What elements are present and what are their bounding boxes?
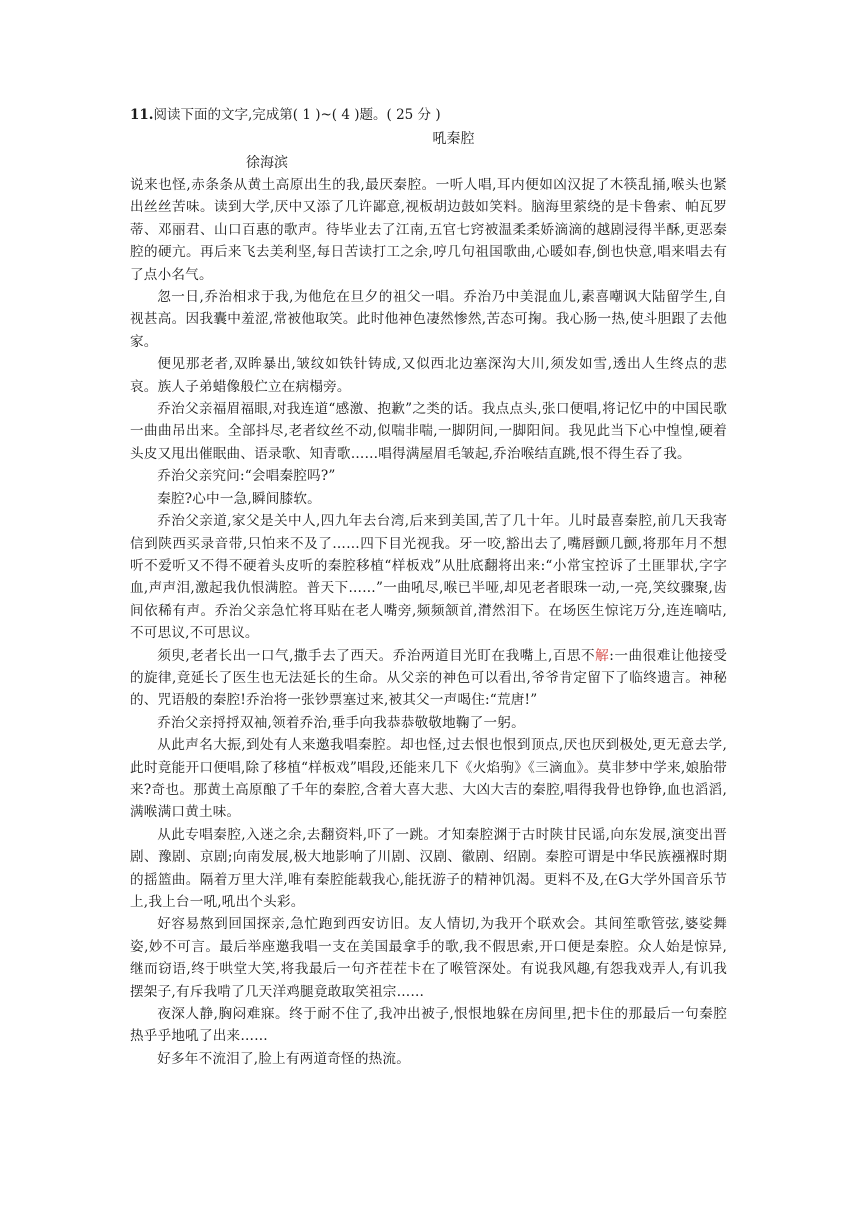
article-title: 吼秦腔	[432, 131, 475, 147]
article-paragraph: 便见那老者,双眸暴出,皱纹如铁针铸成,又似西北边塞深沟大川,须发如雪,透出人生终点的悲哀。族人子弟蜡像般伫立在病榻旁。	[130, 356, 727, 395]
article-paragraph: 乔治父亲究问:“会唱秦腔吗?”	[157, 468, 336, 485]
article-paragraph: 乔治父亲道,家父是关中人,四九年去台湾,后来到美国,苦了几十年。儿时最喜秦腔,前几天我寄信到陕西买录音带,只怕来不及了……四下目光视我。牙一咬,豁出去了,嘴唇颤几颤,将那年月不想听不爱听又不得不硬着头皮听的秦腔移植“样板戏”从肚底翻将出来:“小常宝控诉了土匪罪状,字字血,声声泪,激起我仇恨满腔。普天下……”一曲吼尽,喉已半哑,却见老者眼珠一动,一亮,笑纹骤聚,齿间依稀有声。乔治父亲急忙将耳贴在老人嘴旁,频频颔首,潸然泪下。在场医生惊诧万分,连连嘀咕,不可思议,不可思议。	[130, 513, 727, 642]
article-paragraph: 夜深人静,胸闷难寐。终于耐不住了,我冲出被子,恨恨地躲在房间里,把卡住的那最后一句秦腔热乎乎地吼了出来……	[130, 1006, 727, 1045]
article-paragraph: 忽一日,乔治相求于我,为他危在旦夕的祖父一唱。乔治乃中美混血儿,素喜嘲讽大陆留学生,自视甚高。因我囊中羞涩,常被他取笑。此时他神色凄然惨然,苦态可掬。我心肠一热,使斗胆跟了去他家。	[130, 289, 727, 350]
question-instruction: 阅读下面的文字,完成第( 1 )~( 4 )题。( 25 分 )	[153, 107, 441, 123]
document-page	[130, 104, 727, 1070]
highlighted-character: 解	[595, 647, 610, 664]
article-paragraph: 从此声名大振,到处有人来邀我唱秦腔。却也怪,过去恨也恨到顶点,厌也厌到极处,更无意去学,此时竟能开口便唱,除了移植“样板戏”唱段,还能来几下《火焰驹》《三滴血》。莫非梦中学来,娘胎带来?奇也。那黄土高原酿了千年的秦腔,含着大喜大悲、大凶大吉的秦腔,唱得我骨也铮铮,血也滔滔,满喉满口黄土味。	[130, 737, 727, 821]
question-line	[130, 104, 727, 126]
article-paragraph: 秦腔?心中一急,瞬间膝软。	[157, 490, 321, 507]
article-paragraph: 从此专唱秦腔,入迷之余,去翻资料,吓了一跳。才知秦腔渊于古时陕甘民谣,向东发展,演变出晋剧、豫剧、京剧;向南发展,极大地影响了川剧、汉剧、徽剧、绍剧。秦腔可谓是中华民族襁褓时期的摇篮曲。隔着万里大洋,唯有秦腔能载我心,能抚游子的精神饥渴。更料不及,在G大学外国音乐节上,我上台一吼,吼出个头彩。	[130, 826, 727, 910]
question-number: 11.	[130, 107, 154, 123]
article-paragraph: 好容易熬到回国探亲,急忙跑到西安访旧。友人情切,为我开个联欢会。其间笙歌管弦,婆娑舞姿,妙不可言。最后举座邀我唱一支在美国最拿手的歌,我不假思索,开口便是秦腔。众人始是惊异,继而窃语,终于哄堂大笑,将我最后一句齐茬茬卡在了喉管深处。有说我风趣,有怨我戏弄人,有讥我摆架子,有斥我啃了几天洋鸡腿竟敢取笑祖宗……	[130, 916, 727, 1000]
article-paragraph: 乔治父亲福眉福眼,对我连道“感激、抱歉”之类的话。我点点头,张口便唱,将记忆中的中国民歌一曲曲吊出来。全部抖尽,老者纹丝不动,似喘非喘,一脚阴间,一脚阳间。我见此当下心中惶惶,硬着头皮又甩出催眠曲、语录歌、知青歌……唱得满屋眉毛皱起,乔治喉结直跳,恨不得生吞了我。	[130, 401, 727, 462]
article-body	[130, 174, 727, 1070]
article-paragraph: 乔治父亲捋捋双袖,领着乔治,垂手向我恭恭敬敬地鞠了一躬。	[157, 714, 525, 731]
article-paragraph: 好多年不流泪了,脸上有两道奇怪的热流。	[157, 1050, 410, 1067]
article-author: 徐海滨	[246, 155, 288, 171]
article-paragraph: 说来也怪,赤条条从黄土高原出生的我,最厌秦腔。一听人唱,耳内便如凶汉捉了木筷乱捅,喉头也紧出丝丝苦味。读到大学,厌中又添了几许鄙意,视板胡边鼓如笑料。脑海里萦绕的是卡鲁索、帕瓦罗蒂、邓丽君、山口百惠的歌声。待毕业去了江南,五官七窍被温柔柔娇滴滴的越剧浸得半酥,更恶秦腔的硬亢。再后来飞去美利坚,每日苦读打工之余,哼几句祖国歌曲,心暖如春,倒也快意,唱来唱去有了点小名气。	[130, 177, 727, 283]
article-paragraph: 须臾,老者长出一口气,撒手去了西天。乔治两道目光盯在我嘴上,百思不解:一曲很难让他接受的旋律,竟延长了医生也无法延长的生命。从父亲的神色可以看出,爷爷肯定留下了临终遗言。神秘的、咒语般的秦腔!乔治将一张钞票塞过来,被其父一声喝住:“荒唐!”	[130, 647, 727, 709]
